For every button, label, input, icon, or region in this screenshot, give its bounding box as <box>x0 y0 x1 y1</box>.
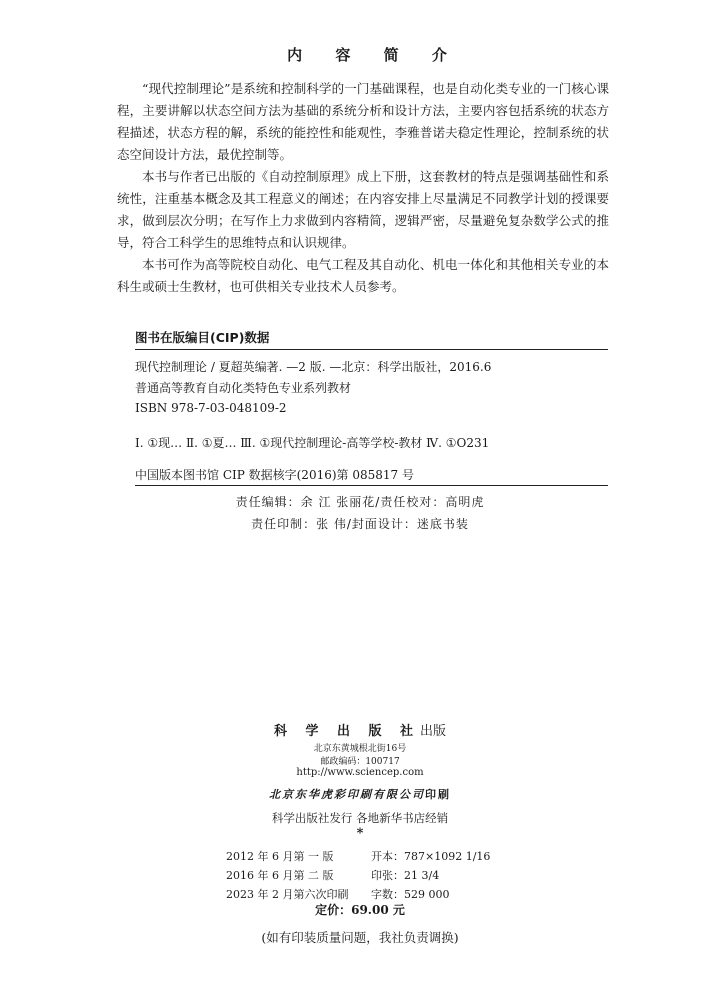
editors-line-2: 责任印制：张 伟/封面设计：迷底书装 <box>251 517 469 531</box>
print-info-row <box>226 867 490 886</box>
print-edition: 2012 年 6 月第 一 版 <box>226 850 334 863</box>
publisher-name <box>0 720 720 739</box>
print-info-row <box>226 848 490 867</box>
cip-library-number: 中国版本图书馆 CIP 数据核字(2016)第 085817 号 <box>135 468 414 482</box>
distribution-line: 科学出版社发行 各地新华书店经销 <box>271 811 449 825</box>
publisher-name-text: 科 学 出 版 社 <box>273 724 421 739</box>
cip-top-rule <box>135 349 608 350</box>
publisher-url: http://www.sciencep.com <box>296 767 424 778</box>
printer-name <box>0 786 720 802</box>
cip-line-2: 普通高等教育自动化类特色专业系列教材 <box>135 381 352 395</box>
quality-note: (如有印装质量问题，我社负责调换) <box>261 930 459 945</box>
printer-suffix: 印刷 <box>425 788 451 801</box>
intro-section <box>117 78 609 298</box>
cip-line-1: 现代控制理论 / 夏超英编著. —2 版. —北京：科学出版社，2016.6 <box>135 360 492 374</box>
print-detail: 字数：529 000 <box>371 888 450 901</box>
publisher-address: 北京东黄城根北街16号 <box>313 744 407 754</box>
page-title: 内 容 简 介 <box>287 46 461 64</box>
separator-star: * <box>356 826 364 841</box>
intro-paragraph-3: 本书可作为高等院校自动化、电气工程及其自动化、机电一体化和其他相关专业的本科生或硕士生教材，也可供相关专业技术人员参考。 <box>117 257 609 294</box>
cip-isbn: ISBN 978-7-03-048109-2 <box>135 401 287 415</box>
editors-line-1: 责任编辑：余 江 张丽花/责任校对：高明虎 <box>235 495 485 509</box>
intro-paragraph-1: “现代控制理论”是系统和控制科学的一门基础课程，也是自动化类专业的一门核心课程，主要讲解以状态空间方法为基础的系统分析和设计方法，主要内容包括系统的状态方程描述，状态方程的解，系统的能控性和能观性，李雅普诺夫稳定性理论，控制系统的状态空间设计方法，最优控制等。 <box>117 81 609 162</box>
publisher-name-suffix: 出版 <box>420 724 447 739</box>
cip-bottom-rule <box>135 485 608 486</box>
publisher-postcode: 邮政编码：100717 <box>320 757 400 767</box>
price: 定价：69.00 元 <box>315 903 405 917</box>
intro-paragraph-2: 本书与作者已出版的《自动控制原理》成上下册，这套教材的特点是强调基础性和系统性，注重基本概念及其工程意义的阐述；在内容安排上尽量满足不同教学计划的授课要求，做到层次分明；在写作上力求做到内容精简，逻辑严密，尽量避免复杂数学公式的推导，符合工科学生的思维特点和认识规律。 <box>117 169 609 250</box>
print-detail: 开本：787×1092 1/16 <box>371 850 491 863</box>
print-edition: 2023 年 2 月第六次印刷 <box>226 888 349 901</box>
print-edition: 2016 年 6 月第 二 版 <box>226 869 334 882</box>
cip-heading: 图书在版编目(CIP)数据 <box>135 330 270 345</box>
print-info-table <box>226 848 490 905</box>
cip-classification: Ⅰ. ①现… Ⅱ. ①夏… Ⅲ. ①现代控制理论-高等学校-教材 Ⅳ. ①O231 <box>135 436 490 450</box>
printer-name-text: 北京东华虎彩印刷有限公司 <box>269 788 425 801</box>
print-detail: 印张：21 3/4 <box>371 869 440 882</box>
